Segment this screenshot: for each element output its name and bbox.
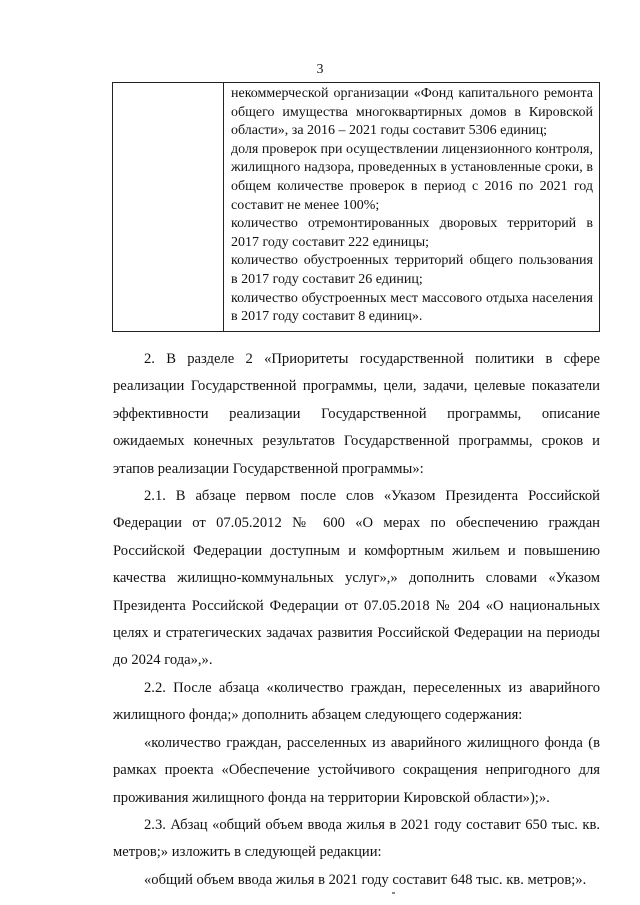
- paragraph-2-1: 2.1. В абзаце первом после слов «Указом Президента Российской Федерации от 07.05.2012 № 600 «О мерах по обеспечению граждан Российской Федерации доступным и комфортным жильем и повышению качества жилищно-коммунальных услуг»,» дополнить словами «Указом Президента Российской Федерации от 07.05.2018 № 204 «О национальных целях и стратегических задачах развития Российской Федерации на периоды до 2024 года»,».: [113, 488, 600, 669]
- cell-paragraph-4: количество обустроенных территорий общего пользования в 2017 году составит 26 единиц;: [231, 253, 593, 287]
- cell-paragraph-5: количество обустроенных мест массового отдыха населения в 2017 году составит 8 единиц».: [231, 290, 593, 325]
- table-cell-right: [224, 83, 600, 332]
- indicators-table: [112, 82, 600, 332]
- table-cell-left: [113, 83, 224, 332]
- scan-speck: [392, 892, 395, 894]
- paragraph-2-2: 2.2. После абзаца «количество граждан, переселенных из аварийного жилищного фонда;» дополнить абзацем следующего содержания:: [113, 679, 600, 724]
- paragraph-2-3-new: «общий объем ввода жилья в 2021 году составит 648 тыс. кв. метров;».: [144, 871, 587, 888]
- paragraph-2-3: 2.3. Абзац «общий объем ввода жилья в 2021 году составит 650 тыс. кв. метров;» изложить в следующей редакции:: [113, 816, 600, 861]
- cell-paragraph-3: количество отремонтированных дворовых территорий в 2017 году составит 222 единицы;: [231, 216, 593, 250]
- cell-paragraph-2: доля проверок при осуществлении лицензионного контроля, жилищного надзора, проведенных в установленные сроки, в общем количестве проверок в период с 2016 по 2021 год составит не менее 100%;: [231, 141, 593, 213]
- paragraph-section-2: 2. В разделе 2 «Приоритеты государственной политики в сфере реализации Государственной программы, цели, задачи, целевые показатели эффективности реализации Государственной программы, описание ожидаемых конечных результатов Государственной программы, сроков и этапов реализации Государственной программы»:: [113, 351, 600, 477]
- document-body: [113, 346, 600, 894]
- continuation-table: [112, 82, 600, 332]
- table-row: [113, 83, 600, 332]
- page-number: 3: [316, 62, 324, 77]
- cell-paragraph-1: некоммерческой организации «Фонд капитального ремонта общего имущества многоквартирных домов в Кировской области», за 2016 – 2021 годы составит 5306 единиц;: [231, 86, 593, 139]
- paragraph-2-2-insert: «количество граждан, расселенных из аварийного жилищного фонда (в рамках проекта «Обеспечение устойчивого сокращения непригодного для проживания жилищного фонда на территории Кировской области»);».: [113, 734, 600, 806]
